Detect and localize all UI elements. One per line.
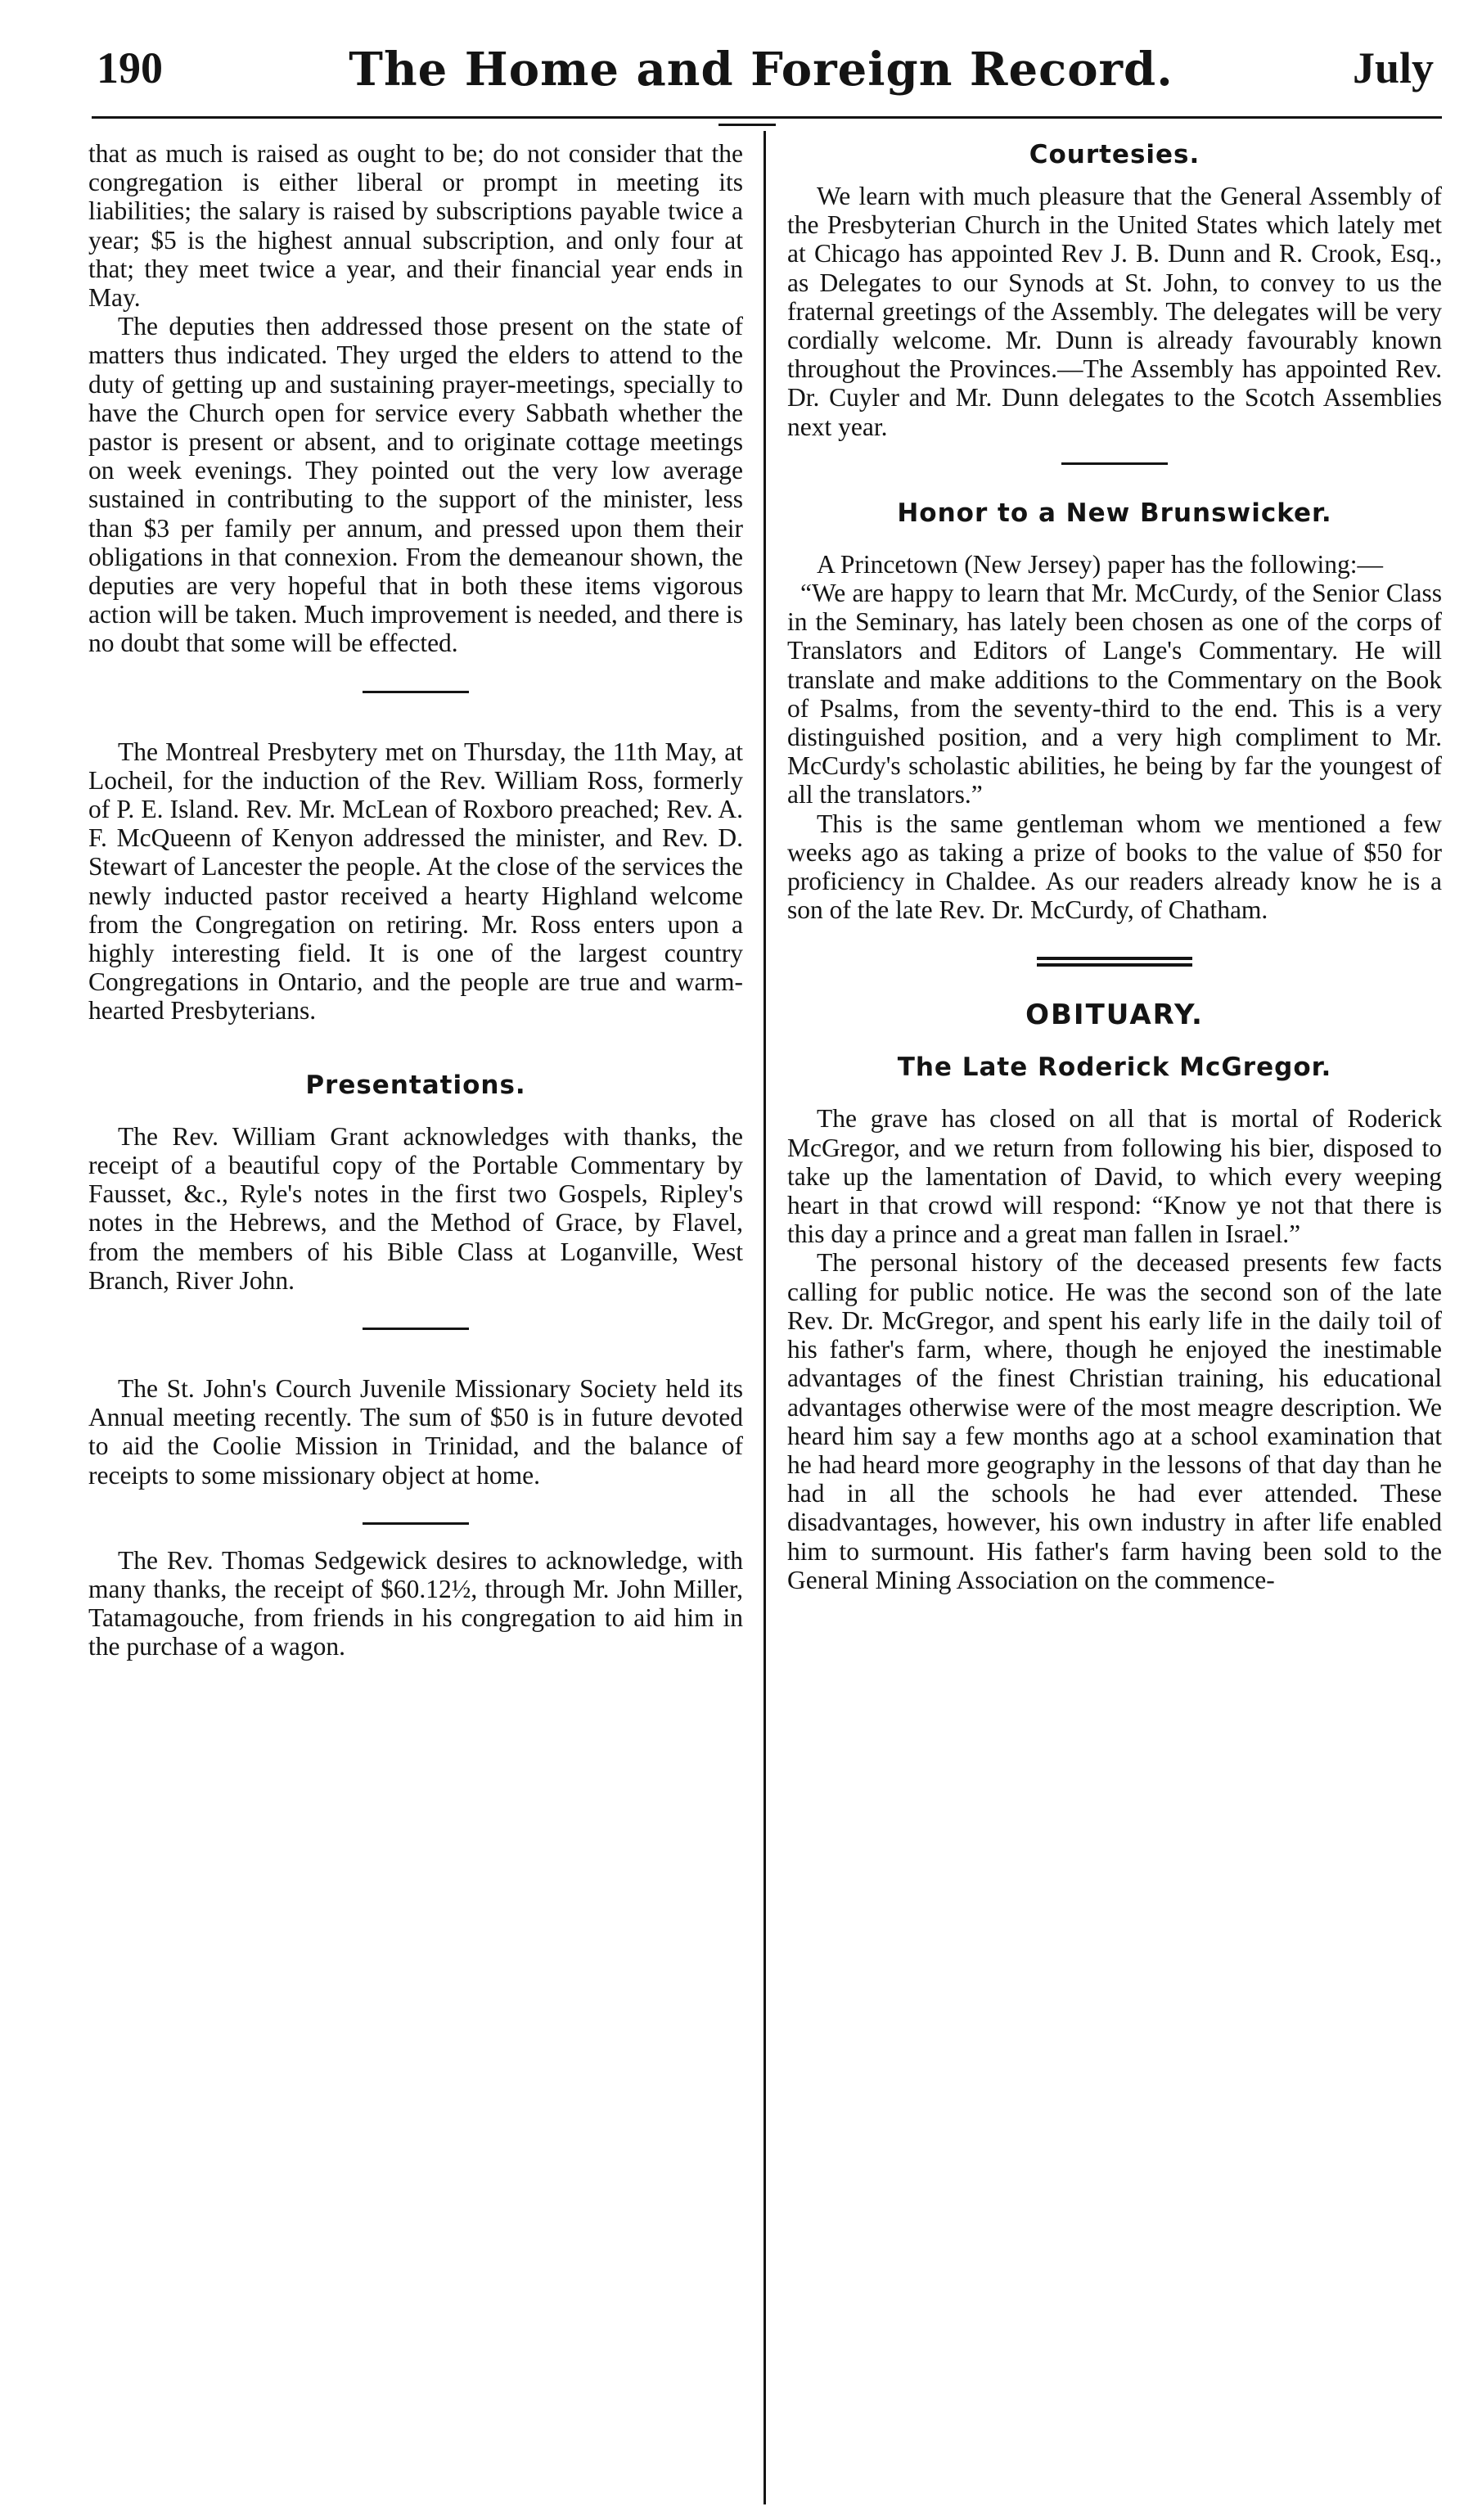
- obituary-separator: [1037, 957, 1192, 967]
- montreal-presbytery-paragraph: The Montreal Presbytery met on Thursday, the 11th May, at Locheil, for the induction of the Rev. William Ross, formerly of P. E. Island. Rev. Mr. McLean of Roxboro preached; Rev. A. F. McQueenn of Kenyon addressed the minister, and Rev. D. Stewart of Lancester the people. At the close of the services the newly inducted pastor received a hearty Highland welcome from the Congregation on retiring. Mr. Ross enters upon a highly interesting field. It is one of the largest country Congregations in Ontario, and the people are true and warm-hearted Presbyterians.: [88, 737, 743, 1026]
- courtesies-heading: Courtesies.: [1029, 140, 1200, 169]
- column-divider: [764, 131, 766, 2504]
- roderick-paragraph-2: The personal history of the deceased presents few facts calling for public notice. He was the second son of the late Rev. Dr. McGregor, and spent his early life in the daily toil of his father's farm, where, though he enjoyed the inestimable advantages of the finest Christian training, his educational advantages otherwise were of the most meagre description. We heard him say a few months ago at a school examination that he had heard more geography in the lessons of that day than he had in all the schools he had ever attended. These disadvantages, however, his own industry in after life enabled him to surmount. His father's farm having been sold to the General Mining Association on the commence-: [787, 1248, 1442, 1594]
- presentations-paragraph: The Rev. William Grant acknowledges with thanks, the receipt of a beautiful copy of the Portable Commentary by Fausset, &c., Ryle's notes in the first two Gospels, Ripley's notes in the Hebrews, and the Method of Grace, by Flavel, from the members of his Bible Class at Loganville, West Branch, River John.: [88, 1121, 743, 1295]
- page-number: 190: [97, 43, 163, 92]
- left-column: [88, 139, 743, 2496]
- juvenile-missionary-paragraph: The St. John's Courch Juvenile Missionary Society held its Annual meeting recently. The sum of $50 is in future devoted to aid the Coolie Mission in Trinidad, and the balance of receipts to some missionary object at home.: [88, 1373, 743, 1490]
- honor-follow-paragraph: This is the same gentleman whom we mentioned a few weeks ago as taking a prize of books to the value of $50 for proficiency in Chaldee. As our readers already know he is a son of the late Rev. Dr. McCurdy, of Chatham.: [787, 809, 1442, 925]
- issue-month: July: [1352, 43, 1434, 92]
- obituary-heading: OBITUARY.: [1025, 999, 1204, 1032]
- journal-title: The Home and Foreign Record.: [349, 43, 1173, 97]
- presentations-heading: Presentations.: [305, 1070, 526, 1100]
- deputies-paragraph: The deputies then addressed those present on the state of matters thus indicated. They urged the elders to attend to the duty of getting up and sustaining prayer-meetings, specially to have the Church open for service every Sabbath whether the pastor is present or absent, and to originate cottage meetings on week evenings. They pointed out the very low average sustained in contributing to the support of the minister, less than $3 per family per annum, and pressed upon them their obligations in that connexion. From the demeanour shown, the deputies are very hopeful that in both these items vigorous action will be taken. Much improvement is needed, and there is no doubt that some will be effected.: [88, 312, 743, 658]
- honor-intro-paragraph: A Princetown (New Jersey) paper has the following:—: [817, 549, 1383, 579]
- continued-paragraph: that as much is raised as ought to be; do not consider that the congregation is either liberal or prompt in meeting its liabilities; the salary is raised by subscriptions payable twice a year; $5 is the highest annual subscription, and only four at that; they meet twice a year, and their financial year ends in May.: [88, 139, 743, 313]
- header-ornament: [718, 115, 776, 126]
- honor-heading: Honor to a New Brunswicker.: [897, 498, 1332, 528]
- roderick-paragraph-1: The grave has closed on all that is mortal of Roderick McGregor, and we return from following his bier, disposed to take up the lamentation of David, to which every weeping heart in that crowd will respond: “Know ye not that there is this day a prince and a great man fallen in Israel.”: [787, 1104, 1442, 1249]
- honor-quote-paragraph: “We are happy to learn that Mr. McCurdy, of the Senior Class in the Seminary, has lately been chosen as one of the corps of Translators and Editors of Lange's Commentary. He will translate and make additions to the Commentary on the Book of Psalms, from the seventy-third to the end. This is a very distinguished position, and a very high compliment to Mr. McCurdy's scholastic abilities, he being by far the youngest of all the translators.”: [787, 579, 1442, 809]
- roderick-heading: The Late Roderick McGregor.: [897, 1053, 1332, 1083]
- running-head: [82, 43, 1440, 116]
- courtesies-paragraph: We learn with much pleasure that the General Assembly of the Presbyterian Church in the United States which lately met at Chicago has appointed Rev J. B. Dunn and R. Crook, Esq., as Delegates to our Synods at St. John, to convey to us the fraternal greetings of the Assembly. The delegates will be very cordially welcome. Mr. Dunn is already favourably known throughout the Provinces.—The Assembly has appointed Rev. Dr. Cuyler and Mr. Dunn delegates to the Scotch Assemblies next year.: [787, 182, 1442, 441]
- right-column: [787, 139, 1442, 2496]
- sedgewick-paragraph: The Rev. Thomas Sedgewick desires to acknowledge, with many thanks, the receipt of $60.12½, through Mr. John Miller, Tatamagouche, from friends in his congregation to aid him in the purchase of a wagon.: [88, 1545, 743, 1661]
